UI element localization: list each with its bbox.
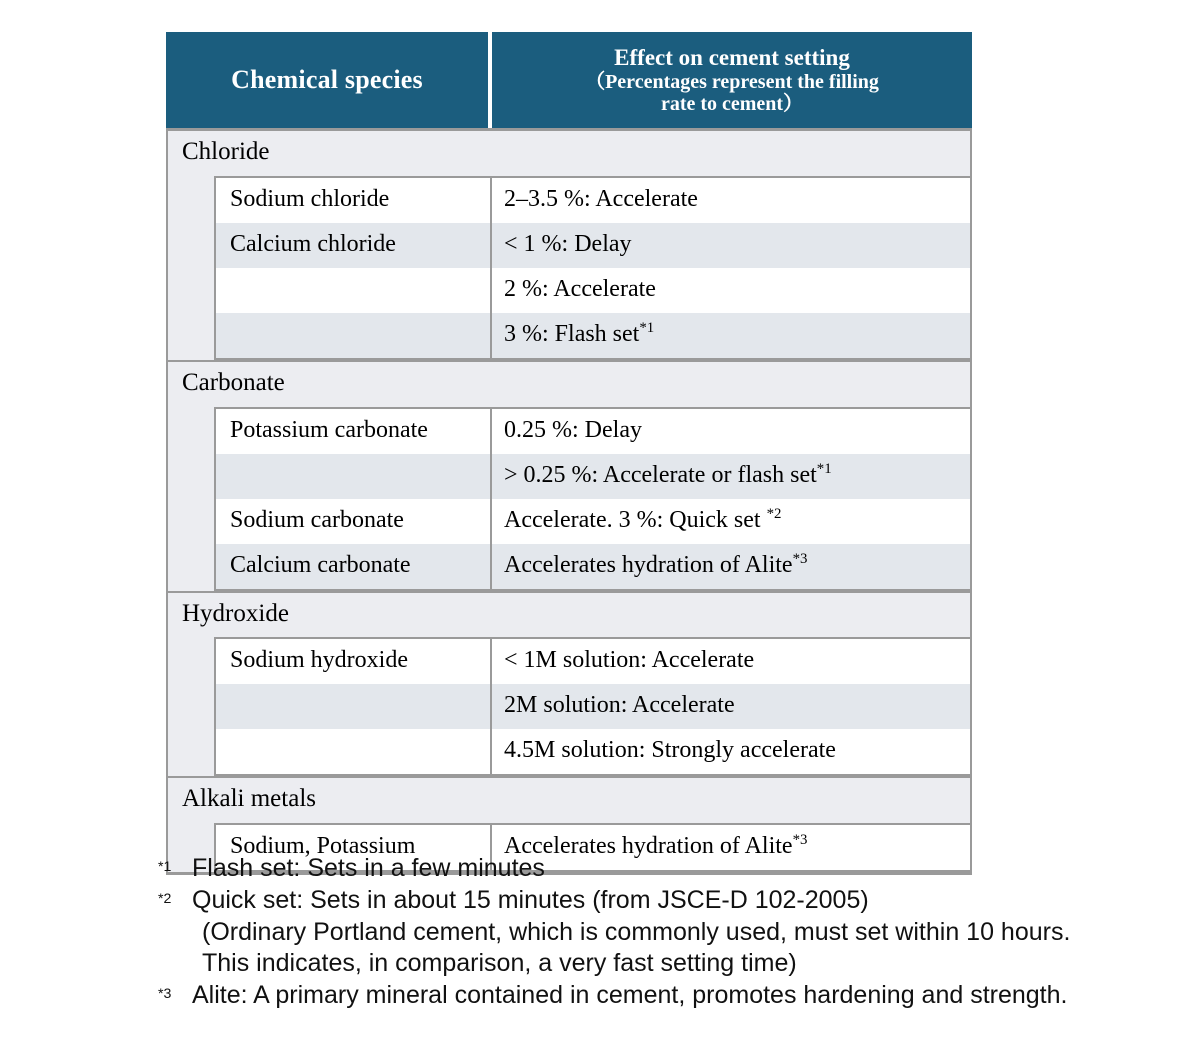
footnote-marker: *3 bbox=[792, 832, 808, 849]
chemical-species-table-container bbox=[166, 32, 972, 875]
table-group-row bbox=[166, 128, 972, 176]
table-group-row bbox=[166, 776, 972, 823]
cell-chemical-species: Calcium carbonate bbox=[214, 544, 492, 591]
cell-chemical-species: Sodium hydroxide bbox=[214, 637, 492, 684]
table-row bbox=[166, 499, 972, 544]
chemical-species-effect-table bbox=[166, 32, 972, 875]
footnote-continuation-line: (Ordinary Portland cement, which is commonly used, must set within 10 hours. bbox=[202, 917, 1071, 946]
cell-effect: 3 %: Flash set$^{*1}$ bbox=[492, 313, 972, 360]
row-indent-gutter bbox=[166, 407, 214, 454]
cell-chemical-species: Sodium carbonate bbox=[214, 499, 492, 544]
effect-header-main-line: Effect on cement setting bbox=[614, 44, 850, 70]
column-header-effect-on-cement-setting bbox=[492, 32, 972, 128]
row-indent-gutter bbox=[166, 454, 214, 499]
footnote-marker-label: *2 bbox=[158, 890, 172, 907]
table-row bbox=[166, 684, 972, 729]
group-label: Carbonate bbox=[166, 360, 972, 407]
row-indent-gutter bbox=[166, 637, 214, 684]
cell-chemical-species: Potassium carbonate bbox=[214, 407, 492, 454]
footnote-item bbox=[158, 980, 1198, 1012]
cell-chemical-species bbox=[214, 454, 492, 499]
cell-chemical-species: Calcium chloride bbox=[214, 223, 492, 268]
cell-chemical-species bbox=[214, 729, 492, 776]
footnote-text: Alite: A primary mineral contained in cement, promotes hardening and strength. bbox=[192, 981, 1068, 1009]
table-group-row bbox=[166, 591, 972, 638]
row-indent-gutter bbox=[166, 499, 214, 544]
footnote-marker: *3 bbox=[792, 550, 808, 567]
row-indent-gutter bbox=[166, 268, 214, 313]
footnote-text: Quick set: Sets in about 15 minutes (from JSCE-D 102-2005) bbox=[192, 885, 869, 914]
row-indent-gutter bbox=[166, 313, 214, 360]
effect-header-sub-line-1: （Percentages represent the filling bbox=[585, 71, 879, 94]
footnotes-block bbox=[158, 853, 1198, 1012]
cell-effect: 4.5M solution: Strongly accelerate bbox=[492, 729, 972, 776]
table-row bbox=[166, 313, 972, 360]
table-row bbox=[166, 176, 972, 223]
row-indent-gutter bbox=[166, 176, 214, 223]
table-row bbox=[166, 544, 972, 591]
cell-effect: > 0.25 %: Accelerate or flash set$^{*1}$ bbox=[492, 454, 972, 499]
table-row bbox=[166, 268, 972, 313]
table-row bbox=[166, 729, 972, 776]
footnote-item bbox=[158, 885, 1198, 917]
table-row bbox=[166, 223, 972, 268]
footnote-marker-label: *3 bbox=[158, 986, 172, 1002]
group-label: Hydroxide bbox=[166, 591, 972, 638]
table-row bbox=[166, 407, 972, 454]
group-label: Chloride bbox=[166, 128, 972, 176]
footnote-item bbox=[158, 853, 1198, 885]
column-header-chemical-species: Chemical species bbox=[166, 32, 492, 128]
cell-effect: 2 %: Accelerate bbox=[492, 268, 972, 313]
row-indent-gutter bbox=[166, 729, 214, 776]
cell-effect: < 1 %: Delay bbox=[492, 223, 972, 268]
cell-chemical-species: Sodium, Potassium bbox=[214, 823, 492, 872]
cell-effect: 2M solution: Accelerate bbox=[492, 684, 972, 729]
table-row bbox=[166, 454, 972, 499]
footnote-marker: *1 bbox=[639, 319, 655, 336]
cell-chemical-species: Sodium chloride bbox=[214, 176, 492, 223]
row-indent-gutter bbox=[166, 544, 214, 591]
table-row bbox=[166, 637, 972, 684]
table-header-row bbox=[166, 32, 972, 128]
row-indent-gutter bbox=[166, 684, 214, 729]
cell-effect: < 1M solution: Accelerate bbox=[492, 637, 972, 684]
group-label: Alkali metals bbox=[166, 776, 972, 823]
footnote-marker: *1 bbox=[816, 460, 832, 477]
cell-effect: Accelerates hydration of Alite$^{*3}$ bbox=[492, 823, 972, 872]
row-indent-gutter bbox=[166, 223, 214, 268]
cell-effect: 0.25 %: Delay bbox=[492, 407, 972, 454]
footnote-marker-label: *1 bbox=[158, 859, 172, 875]
table-header bbox=[166, 32, 972, 128]
cell-effect: Accelerates hydration of Alite$^{*3}$ bbox=[492, 544, 972, 591]
cell-chemical-species bbox=[214, 268, 492, 313]
table-body bbox=[166, 128, 972, 875]
footnote-continuation-line: This indicates, in comparison, a very fast setting time) bbox=[202, 949, 797, 978]
cell-effect: 2–3.5 %: Accelerate bbox=[492, 176, 972, 223]
table-group-row bbox=[166, 360, 972, 407]
cell-chemical-species bbox=[214, 684, 492, 729]
effect-header-sub-line-2: rate to cement） bbox=[660, 93, 804, 116]
footnote-marker: *2 bbox=[766, 505, 782, 522]
cell-chemical-species bbox=[214, 313, 492, 360]
cell-effect: Accelerate. 3 %: Quick set $^{*2}$ bbox=[492, 499, 972, 544]
footnote-text: Flash set: Sets in a few minutes bbox=[192, 854, 545, 882]
